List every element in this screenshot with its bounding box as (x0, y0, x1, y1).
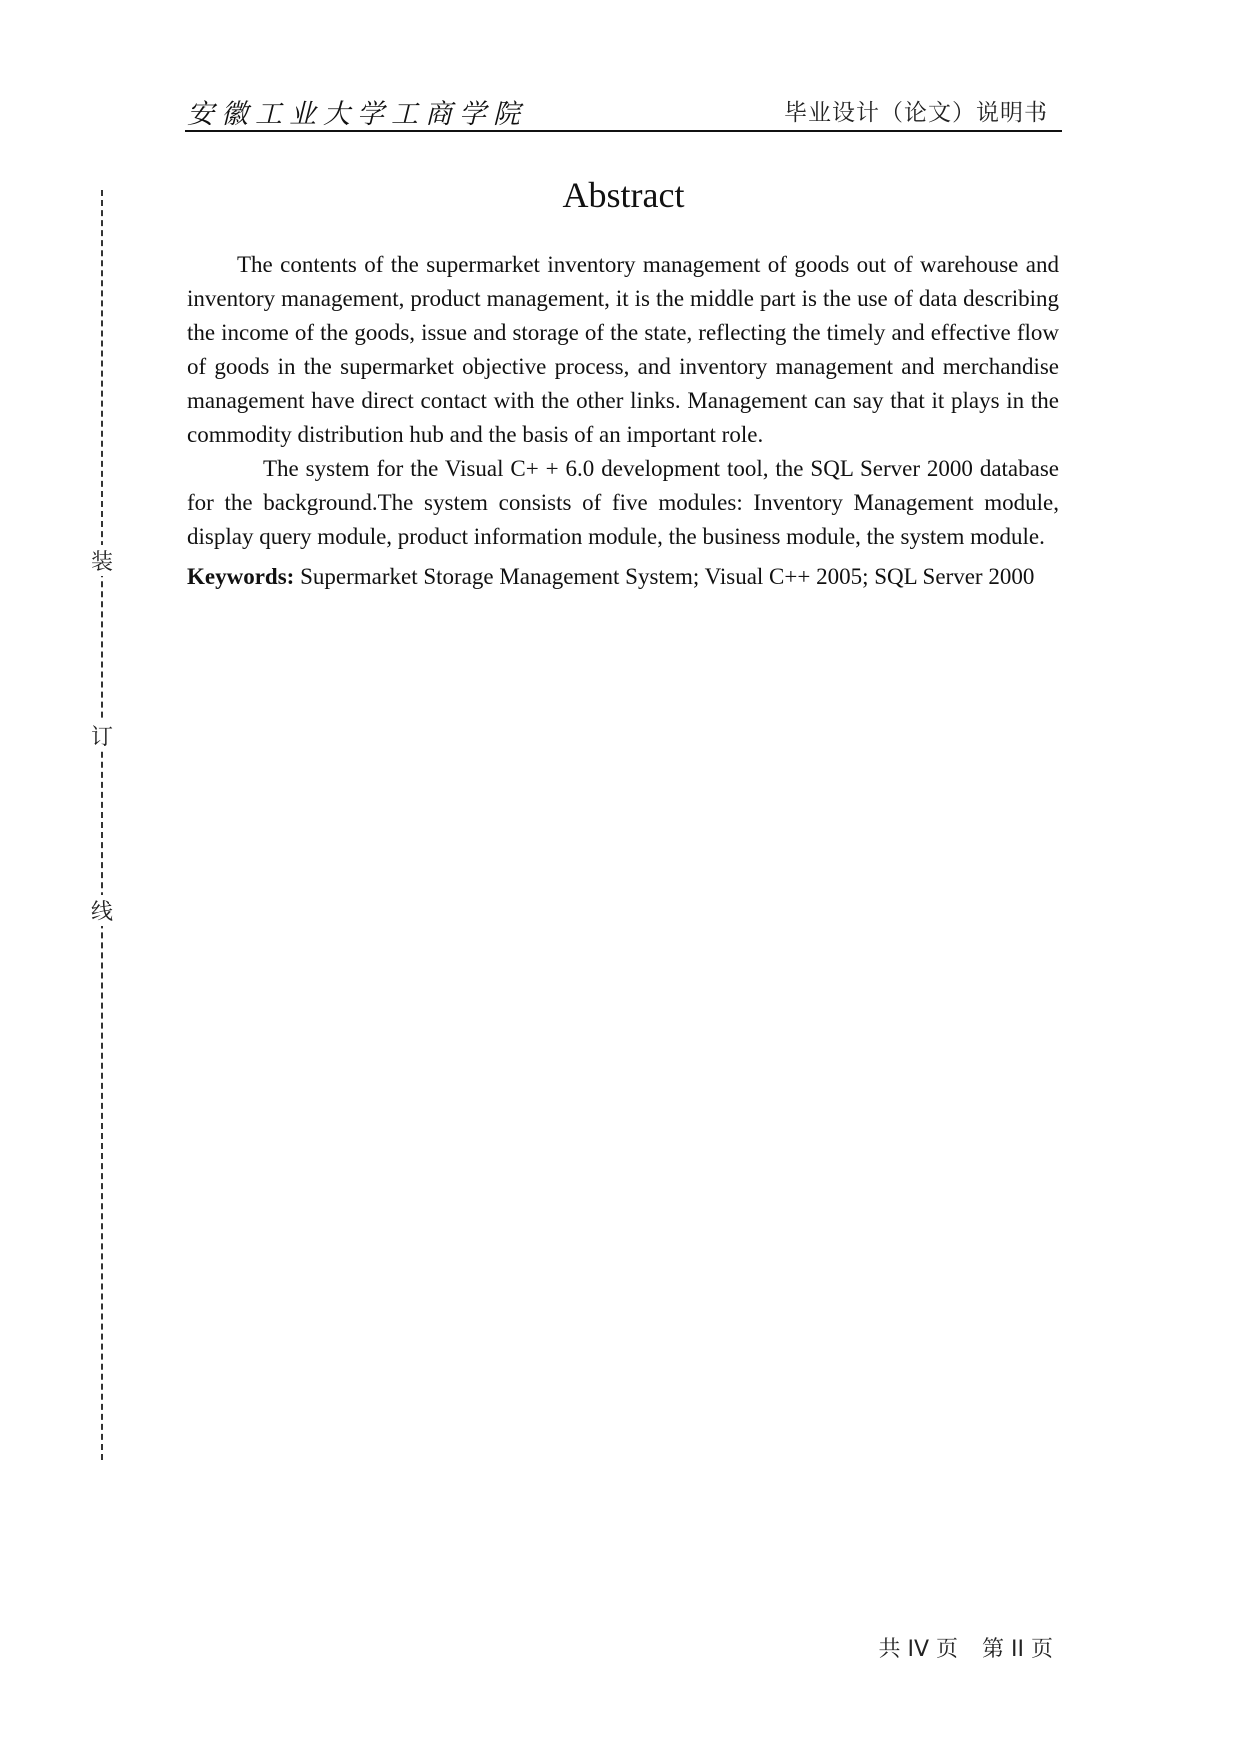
abstract-paragraph-1: The contents of the supermarket inventory management of goods out of warehouse and inventory management, product management, it is the middle part is the use of data describing the income of the goods, issue and storage of the state, reflecting the timely and effective flow of goods in the supermarket objective process, and inventory management and merchandise management have direct contact with the other links. Management can say that it plays in the commodity distribution hub and the basis of an important role. (187, 252, 1059, 447)
binding-line (92, 190, 112, 1460)
binding-dashed-line (101, 190, 103, 1460)
document-type: 毕业设计（论文）说明书 (784, 100, 1048, 126)
school-name: 安徽工业大学工商学院 (187, 99, 527, 130)
binding-mark-xian: 线 (90, 895, 114, 926)
keywords-text: Supermarket Storage Management System; Visual C++ 2005; SQL Server 2000 (300, 564, 1035, 589)
keywords-label: Keywords: (187, 564, 295, 589)
abstract-title: Abstract (562, 175, 685, 215)
binding-mark-zhuang: 装 (90, 545, 114, 576)
current-page: 第 II 页 (982, 1637, 1053, 1662)
binding-mark-ding: 订 (90, 720, 114, 751)
abstract-paragraph-2: The system for the Visual C+ + 6.0 development tool, the SQL Server 2000 database for the background.The system consists of five modules: Inventory Management module, display query module, product information module, the business module, the system module. (187, 456, 1059, 549)
page-footer (879, 1632, 1054, 1663)
page-header (185, 88, 1062, 132)
total-pages: 共 IV 页 (878, 1637, 959, 1662)
keywords-line (187, 558, 1059, 596)
abstract-body (187, 248, 1059, 596)
